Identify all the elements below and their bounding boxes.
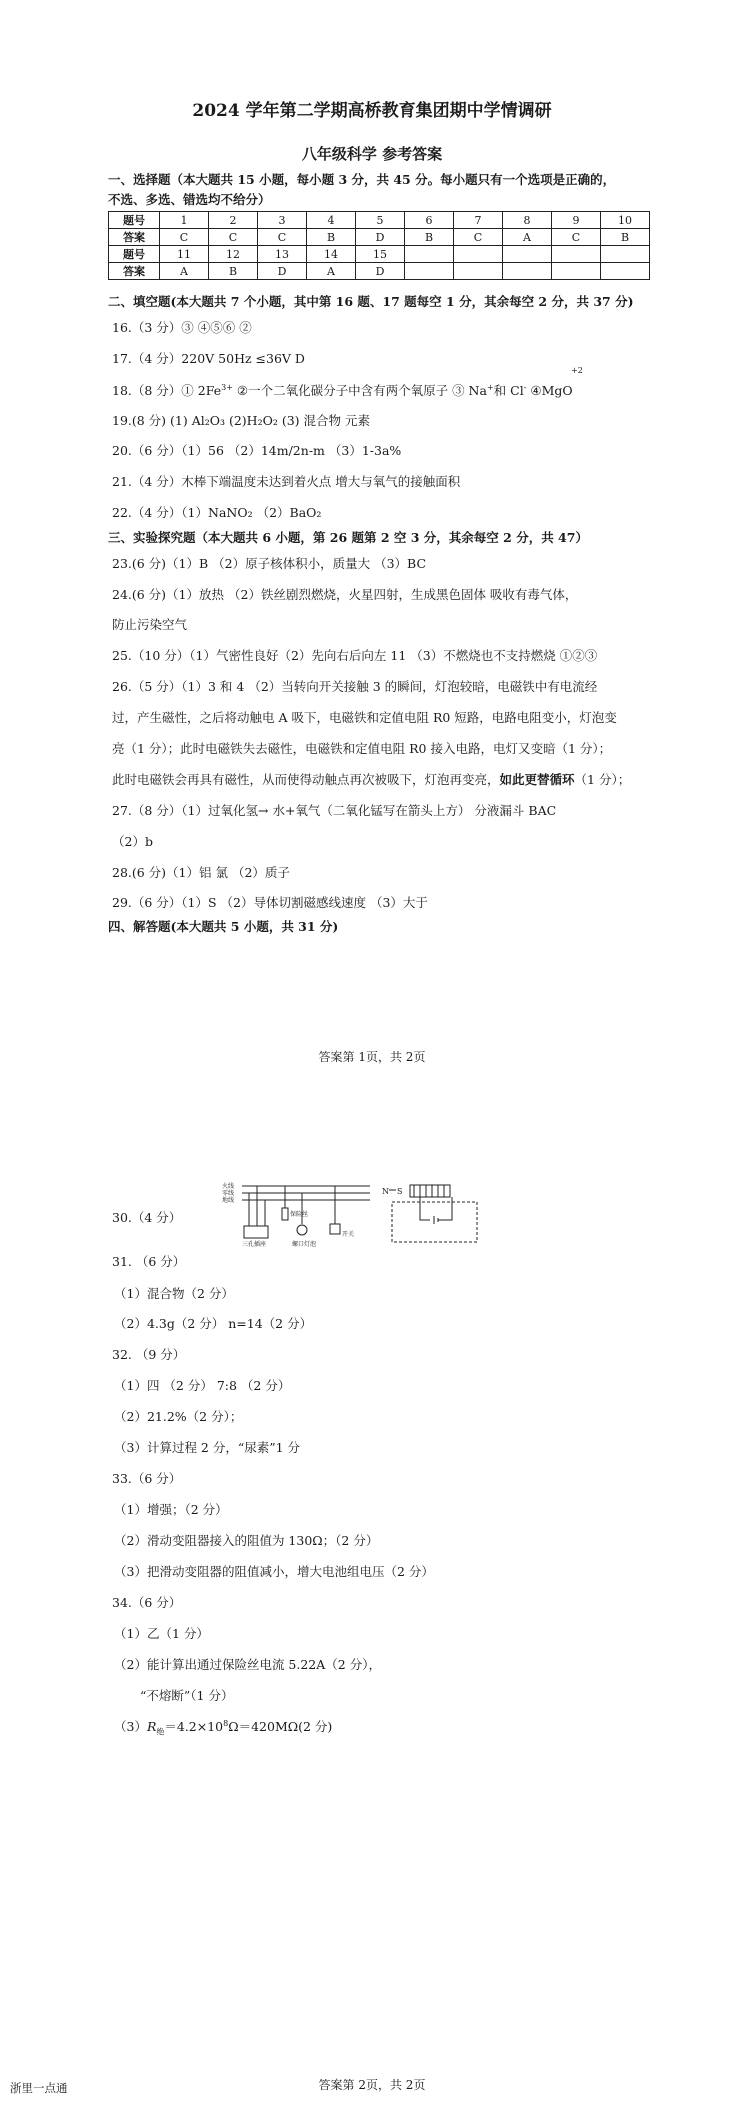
- section-2-heading: 二、填空题(本大题共 7 个小题，其中第 16 题、17 题每空 1 分，其余每空 2 分，共 37 分): [108, 294, 634, 309]
- resistance-symbol: R: [146, 1719, 157, 1734]
- answer-17: 17.（4 分）220V 50Hz ≤36V D: [112, 351, 305, 366]
- table-cell: 2: [209, 212, 258, 229]
- answer-33-3: （3）把滑动变阻器的阻值减小，增大电池组电压（2 分）: [114, 1564, 434, 1579]
- switch-label: 开关: [342, 1231, 355, 1238]
- answer-21: 21.（4 分）木棒下端温度未达到着火点 增大与氧气的接触面积: [112, 474, 461, 489]
- answer-32: 32. （9 分）: [112, 1347, 186, 1362]
- table-cell: [601, 263, 650, 280]
- table-cell: [503, 246, 552, 263]
- answer-34-part: ＝4.2×10: [164, 1719, 224, 1734]
- answer-34-3: “不熔断”（1 分）: [140, 1688, 234, 1703]
- fuse-label: 保险丝: [290, 1211, 309, 1218]
- table-cell: B: [209, 263, 258, 280]
- table-cell: 12: [209, 246, 258, 263]
- table-cell: [454, 246, 503, 263]
- row-label: 答案: [109, 263, 160, 280]
- table-cell: A: [160, 263, 209, 280]
- page-subtitle: 八年级科学 参考答案: [301, 145, 443, 163]
- answer-26-cont: 亮（1 分）；此时电磁铁失去磁性，电磁铁和定值电阻 R0 接入电路，电灯又变暗（1 分）；: [112, 741, 612, 756]
- answer-23: 23.(6 分)（1）B （2）原子核体积小，质量大 （3）BC: [112, 556, 427, 571]
- lamp-label: 螺口灯泡: [292, 1241, 317, 1248]
- table-cell: 1: [160, 212, 209, 229]
- table-row: [109, 229, 650, 246]
- table-cell: C: [209, 229, 258, 246]
- section-3-heading: 三、实验探究题（本大题共 6 小题，第 26 题第 2 空 3 分，其余每空 2 分，共 47）: [108, 530, 588, 545]
- table-cell: A: [307, 263, 356, 280]
- answer-26-part: 此时电磁铁会再具有磁性，从而使得动触点再次被吸下，灯泡再变亮，: [112, 772, 500, 787]
- table-cell: [405, 246, 454, 263]
- table-cell: 11: [160, 246, 209, 263]
- answer-26-part: （1 分）；: [574, 772, 631, 787]
- answer-24-cont: 防止污染空气: [112, 617, 188, 632]
- table-row: [109, 246, 650, 263]
- answer-32-2: （2）21.2%（2 分）；: [114, 1409, 243, 1424]
- answer-34-1: （1）乙（1 分）: [114, 1626, 209, 1641]
- answer-29: 29.（6 分）（1）S （2）导体切割磁感线速度 （3）大于: [112, 895, 428, 910]
- table-cell: B: [405, 229, 454, 246]
- table-cell: C: [160, 229, 209, 246]
- answer-27-cont: （2）b: [112, 834, 153, 849]
- answer-31-1: （1）混合物（2 分）: [114, 1286, 234, 1301]
- ground-wire-label: 地线: [222, 1197, 235, 1204]
- table-cell: 9: [552, 212, 601, 229]
- superscript: -: [523, 382, 527, 392]
- socket-label: 三孔插座: [242, 1241, 267, 1248]
- superscript: 3+: [221, 382, 233, 392]
- answer-31: 31. （6 分）: [112, 1254, 186, 1269]
- answer-34: 34.（6 分）: [112, 1595, 182, 1610]
- section-1-heading-2: 不选、多选、错选均不给分）: [108, 192, 271, 207]
- electromagnet-diagram: [382, 1180, 482, 1246]
- answer-22: 22.（4 分）（1）NaNO₂ （2）BaO₂: [112, 505, 322, 520]
- table-cell: 15: [356, 246, 405, 263]
- table-row: [109, 263, 650, 280]
- table-cell: 13: [258, 246, 307, 263]
- table-cell: C: [552, 229, 601, 246]
- answer-34-part: Ω＝420MΩ(2 分): [228, 1719, 333, 1734]
- answer-33-2: （2）滑动变阻器接入的阻值为 130Ω；（2 分）: [114, 1533, 379, 1548]
- answer-27: 27.（8 分）（1）过氧化氢→ 水+氧气（二氧化锰写在箭头上方） 分液漏斗 BAC: [112, 803, 557, 818]
- answer-32-1: （1）四 （2 分） 7:8 （2 分）: [114, 1378, 291, 1393]
- row-label: 答案: [109, 229, 160, 246]
- answer-33: 33.（6 分）: [112, 1471, 182, 1486]
- page-footer: 答案第 2页，共 2页: [318, 2078, 426, 2092]
- answer-26-bold: 如此更替循环: [499, 772, 575, 787]
- answer-34-2: （2）能计算出通过保险丝电流 5.22A（2 分），: [114, 1657, 381, 1672]
- table-cell: 6: [405, 212, 454, 229]
- section-1-heading: 一、选择题（本大题共 15 小题，每小题 3 分，共 45 分。每小题只有一个选项是正确的，: [108, 172, 616, 187]
- section-4-heading: 四、解答题(本大题共 5 小题，共 31 分): [108, 919, 339, 934]
- table-cell: C: [258, 229, 307, 246]
- answer-26: 26.（5 分）（1）3 和 4 （2）当转向开关接触 3 的瞬间，灯泡较暗，电磁铁中有电流经: [112, 679, 598, 694]
- answer-32-3: （3）计算过程 2 分，“尿素”1 分: [114, 1440, 301, 1455]
- answer-31-2: （2）4.3g（2 分） n=14（2 分）: [114, 1316, 313, 1331]
- table-cell: 7: [454, 212, 503, 229]
- table-cell: B: [307, 229, 356, 246]
- table-cell: [503, 263, 552, 280]
- table-cell: B: [601, 229, 650, 246]
- table-cell: [552, 263, 601, 280]
- table-cell: 14: [307, 246, 356, 263]
- answer-24: 24.(6 分)（1）放热 （2）铁丝剧烈燃烧，火星四射，生成黑色固体 吸收有毒气体，: [112, 587, 578, 602]
- row-label: 题号: [109, 246, 160, 263]
- superscript: +: [486, 382, 494, 392]
- subscript: 绝: [156, 1727, 165, 1737]
- answer-18-part: 18.（8 分）① 2Fe: [112, 383, 222, 398]
- answer-34-4: [114, 1717, 332, 1738]
- row-label: 题号: [109, 212, 160, 229]
- table-cell: 10: [601, 212, 650, 229]
- table-row: [109, 212, 650, 229]
- table-cell: 8: [503, 212, 552, 229]
- table-cell: 3: [258, 212, 307, 229]
- answer-34-part: （3）: [114, 1719, 147, 1734]
- answer-25: 25.（10 分）（1）气密性良好（2）先向右后向左 11 （3）不燃烧也不支持燃烧 ①②③: [112, 648, 598, 663]
- answer-33-1: （1）增强；（2 分）: [114, 1502, 228, 1517]
- page-title: 2024 学年第二学期高桥教育集团期中学情调研: [192, 101, 552, 121]
- answer-table: [108, 211, 650, 280]
- south-pole-label: S: [397, 1187, 403, 1196]
- answer-20: 20.（6 分）（1）56 （2）14m/2n-m （3）1-3a%: [112, 443, 402, 458]
- answer-16: 16.（3 分）③ ④⑤⑥ ②: [112, 320, 252, 335]
- answer-18-part: ②一个二氧化碳分子中含有两个氧原子 ③ Na: [232, 383, 487, 398]
- table-cell: [601, 246, 650, 263]
- table-cell: [454, 263, 503, 280]
- table-cell: D: [356, 229, 405, 246]
- answer-30: 30.（4 分）: [112, 1210, 182, 1225]
- answer-18: [112, 381, 573, 399]
- page-footer: 答案第 1页，共 2页: [318, 1050, 426, 1064]
- table-cell: D: [258, 263, 307, 280]
- table-cell: C: [454, 229, 503, 246]
- answer-28: 28.(6 分)（1）铝 氯 （2）质子: [112, 865, 290, 880]
- live-wire-label: 火线: [222, 1183, 235, 1190]
- answer-18-part: 和 Cl: [493, 383, 524, 398]
- table-cell: [552, 246, 601, 263]
- table-cell: 5: [356, 212, 405, 229]
- table-cell: A: [503, 229, 552, 246]
- answer-19: 19.(8 分) (1) Al₂O₃ (2)H₂O₂ (3) 混合物 元素: [112, 413, 370, 428]
- north-pole-label: N: [382, 1187, 389, 1196]
- table-cell: 4: [307, 212, 356, 229]
- answer-18-part: ④MgO: [526, 383, 573, 398]
- table-cell: D: [356, 263, 405, 280]
- neutral-wire-label: 零线: [222, 1190, 235, 1197]
- answer-26-cont: [112, 770, 630, 788]
- watermark: 浙里一点通: [10, 2081, 68, 2095]
- answer-26-cont: 过，产生磁性，之后将动触电 A 吸下，电磁铁和定值电阻 R0 短路，电路电阻变小，灯泡变: [112, 710, 617, 725]
- table-cell: [405, 263, 454, 280]
- valence-label: +2: [571, 366, 583, 375]
- household-circuit-diagram: [222, 1178, 372, 1248]
- superscript: 8: [223, 1718, 229, 1728]
